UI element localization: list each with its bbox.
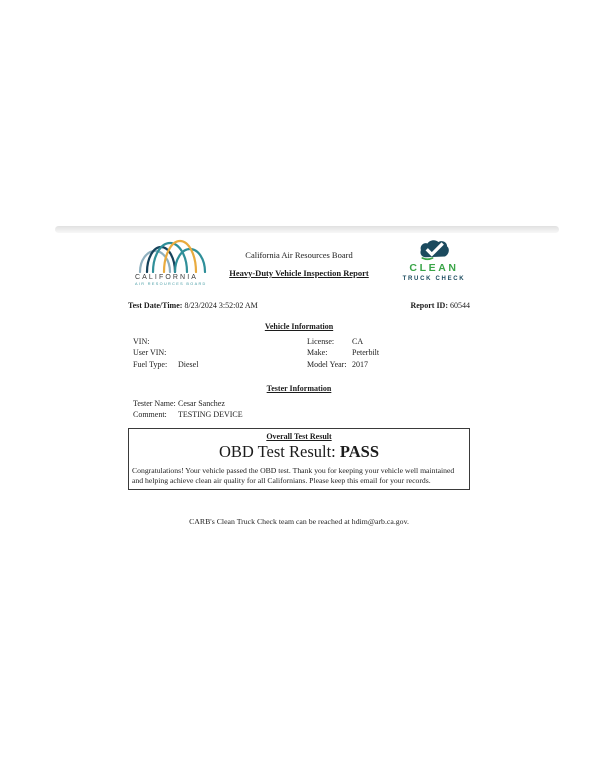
org-name: California Air Resources Board: [245, 250, 353, 260]
ctc-logo-line2: TRUCK CHECK: [402, 276, 466, 282]
license-label: License:: [307, 337, 335, 346]
vehicle-info-grid: [128, 336, 470, 370]
vehicle-info-left-column: [128, 336, 302, 370]
make-label: Make:: [307, 348, 328, 358]
fuel-type-value: Diesel: [178, 359, 199, 369]
tester-name-row: [133, 398, 470, 409]
comment-row: [133, 409, 470, 420]
test-datetime-label: Test Date/Time:: [128, 301, 183, 310]
license-value: CA: [352, 337, 364, 346]
top-divider-shadow: [55, 226, 559, 233]
tester-name-value: Cesar Sanchez: [178, 399, 225, 408]
model-year-label: Model Year:: [307, 359, 347, 369]
vehicle-info-right-column: [302, 336, 470, 370]
user-vin-label: User VIN:: [133, 348, 167, 358]
contact-footer: CARB's Clean Truck Check team can be reached at hdim@arb.ca.gov.: [189, 517, 409, 526]
carb-logo-name: CALIFORNIA: [135, 274, 199, 281]
tester-info-grid: [128, 398, 470, 421]
vin-label: VIN:: [133, 337, 150, 346]
test-datetime: [128, 301, 258, 310]
overall-test-result-box: [128, 428, 470, 490]
meta-row: [128, 301, 470, 310]
fuel-type-label: Fuel Type:: [133, 359, 168, 369]
model-year-row: [307, 359, 470, 370]
clean-truck-check-mark-icon: [418, 239, 450, 261]
report-id-value: 60544: [450, 301, 470, 310]
vehicle-info-heading: Vehicle Information: [264, 322, 334, 331]
report-header: [198, 250, 400, 278]
comment-value: TESTING DEVICE: [178, 410, 243, 420]
result-message: Congratulations! Your vehicle passed the OBD test. Thank you for keeping your vehicle well maintained and helping achieve clean air quality for all Californians. Please keep this email for your records.: [132, 466, 455, 485]
report-id: [410, 301, 470, 310]
make-value: Peterbilt: [352, 348, 380, 358]
report-id-label: Report ID:: [410, 301, 448, 310]
obd-result-value: PASS: [339, 442, 380, 461]
report-title: Heavy-Duty Vehicle Inspection Report: [229, 268, 369, 278]
comment-label: Comment:: [133, 410, 167, 420]
fuel-type-row: [133, 359, 302, 370]
tester-name-label: Tester Name:: [133, 399, 176, 408]
clean-truck-check-logo: [389, 239, 479, 282]
user-vin-row: [133, 347, 302, 358]
make-row: [307, 347, 470, 358]
obd-result-prefix: OBD Test Result:: [218, 442, 336, 461]
ctc-logo-line1: CLEAN: [409, 262, 459, 274]
license-row: [307, 336, 470, 347]
vin-row: [133, 336, 302, 347]
model-year-value: 2017: [352, 359, 368, 369]
obd-result-line: [129, 442, 469, 462]
tester-info-heading: Tester Information: [266, 384, 332, 393]
carb-logo-subtitle: AIR RESOURCES BOARD: [135, 282, 207, 286]
test-datetime-value: 8/23/2024 3:52:02 AM: [184, 301, 258, 310]
overall-result-heading: Overall Test Result: [266, 432, 332, 441]
inspection-report-document: [128, 236, 470, 546]
